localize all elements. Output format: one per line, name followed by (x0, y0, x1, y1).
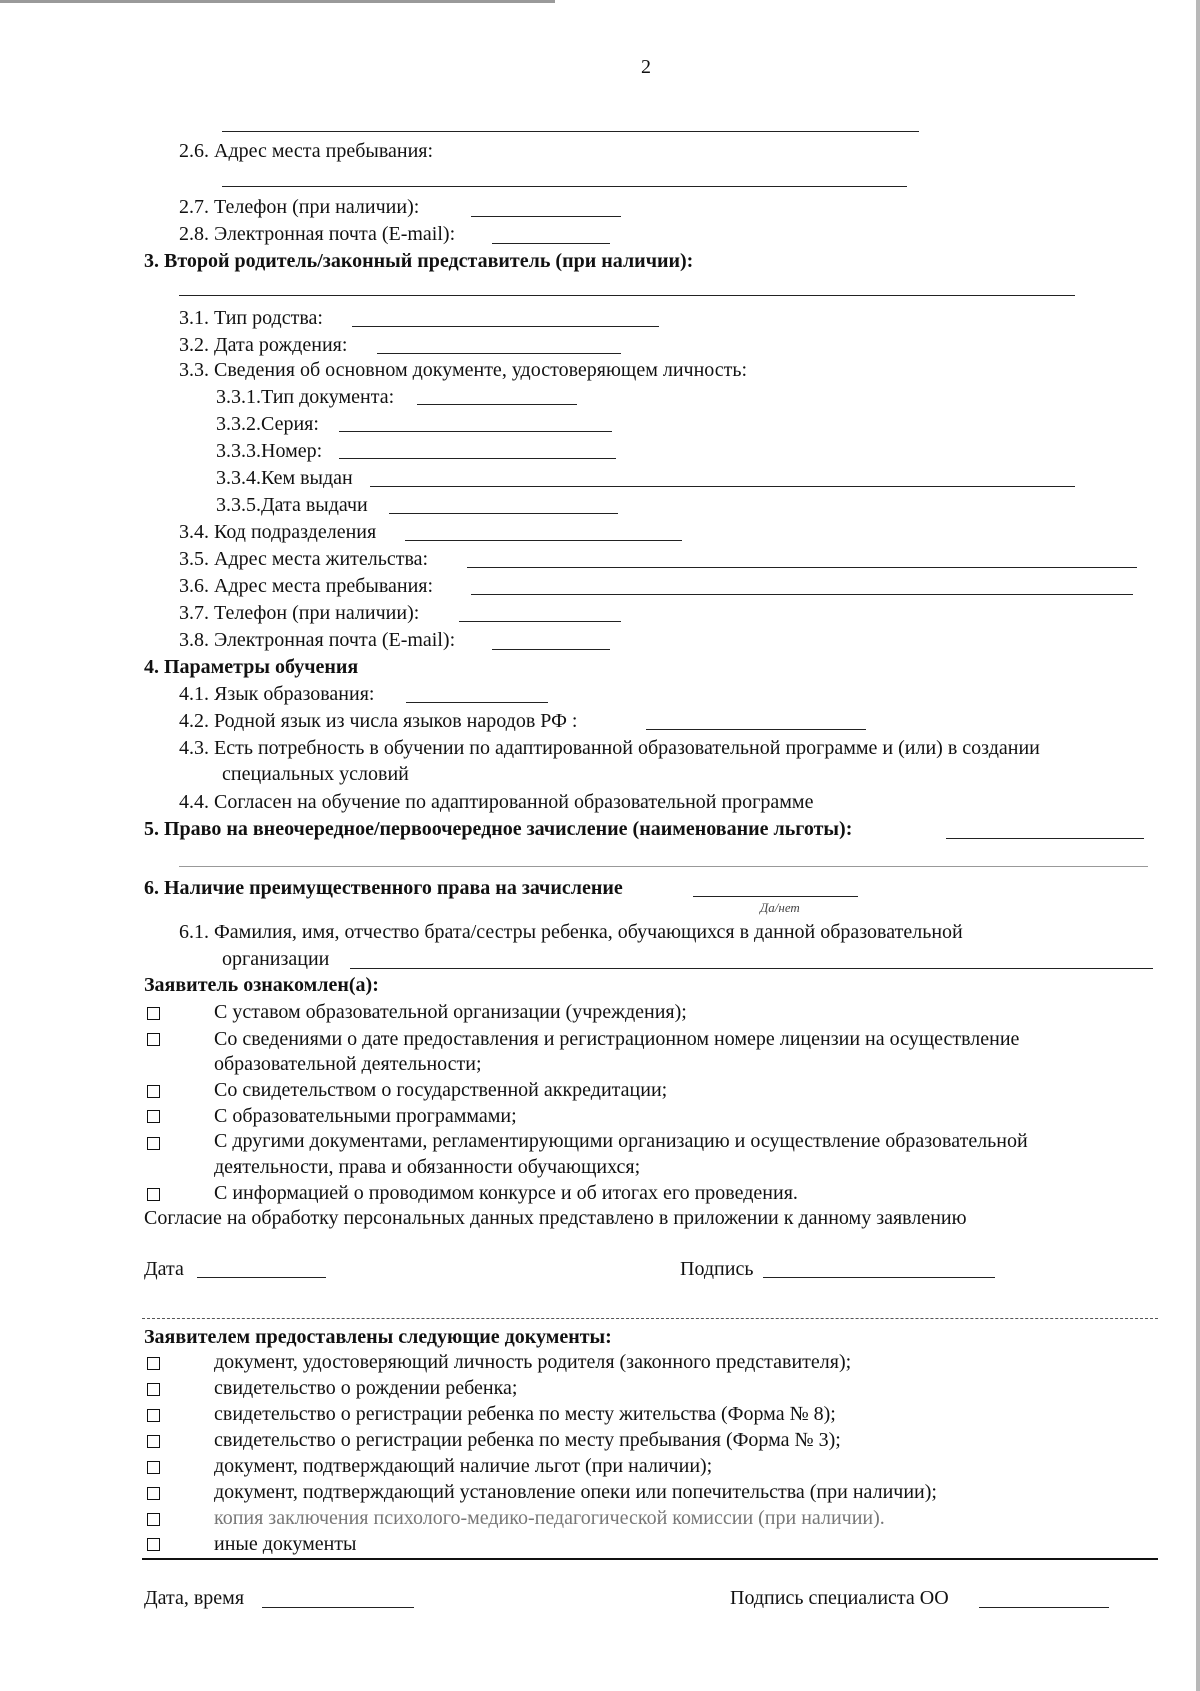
doc-issuer-field[interactable] (370, 486, 1075, 487)
item-4-3-label: 4.3. Есть потребность в обучении по адаптированной образовательной программе и (или) в создании (179, 737, 1040, 759)
acq-item-3: Со свидетельством о государственной аккредитации; (214, 1079, 668, 1101)
item-3-4-label: 3.4. Код подразделения (179, 521, 377, 543)
signature-field[interactable] (763, 1277, 995, 1278)
checkbox-doc-5[interactable] (147, 1461, 160, 1474)
datetime-field[interactable] (262, 1607, 414, 1608)
specialist-signature-field[interactable] (979, 1607, 1109, 1608)
item-3-8-label: 3.8. Электронная почта (E-mail): (179, 629, 456, 651)
native-language-field[interactable] (646, 729, 866, 730)
item-6-1-label: 6.1. Фамилия, имя, отчество брата/сестры ребенка, обучающихся в данной образовательной (179, 921, 963, 943)
residence-address-field[interactable] (467, 567, 1137, 568)
item-3-3-1-label: 3.3.1.Тип документа: (216, 386, 395, 408)
signature-label: Подпись (680, 1258, 754, 1280)
item-4-3-label-cont: специальных условий (222, 763, 409, 785)
acq-item-2: Со сведениями о дате предоставления и регистрационном номере лицензии на осуществление (214, 1028, 1020, 1050)
item-3-3-3-label: 3.3.3.Номер: (216, 440, 323, 462)
documents-title: Заявителем предоставлены следующие документы: (144, 1326, 612, 1348)
item-2-7-label: 2.7. Телефон (при наличии): (179, 196, 420, 218)
section-5-title: 5. Право на внеочередное/первоочередное зачисление (наименование льготы): (144, 818, 853, 840)
phone-field-2[interactable] (459, 621, 621, 622)
acq-item-5: С другими документами, регламентирующими организацию и осуществление образовательной (214, 1130, 1028, 1152)
item-3-2-label: 3.2. Дата рождения: (179, 334, 348, 356)
doc-item-7: копия заключения психолого-медико-педагогической комиссии (при наличии). (214, 1507, 885, 1529)
acq-item-1: С уставом образовательной организации (учреждения); (214, 1001, 687, 1023)
fill-line (222, 186, 907, 187)
doc-item-2: свидетельство о рождении ребенка; (214, 1377, 518, 1399)
consent-text: Согласие на обработку персональных данных представлено в приложении к данному заявлению (144, 1207, 967, 1229)
item-3-7-label: 3.7. Телефон (при наличии): (179, 602, 420, 624)
item-3-3-5-label: 3.3.5.Дата выдачи (216, 494, 368, 516)
checkbox-doc-1[interactable] (147, 1357, 160, 1370)
item-3-3-4-label: 3.3.4.Кем выдан (216, 467, 353, 489)
item-3-5-label: 3.5. Адрес места жительства: (179, 548, 429, 570)
checkbox-doc-8[interactable] (147, 1538, 160, 1551)
page-number: 2 (641, 56, 651, 78)
yes-no-hint: Да/нет (760, 900, 800, 915)
checkbox-doc-3[interactable] (147, 1409, 160, 1422)
education-language-field[interactable] (406, 702, 548, 703)
checkbox-doc-2[interactable] (147, 1383, 160, 1396)
date-field[interactable] (197, 1277, 326, 1278)
email-field[interactable] (492, 243, 610, 244)
scan-top-edge (0, 0, 555, 3)
checkbox-programs[interactable] (147, 1110, 160, 1123)
section-4-title: 4. Параметры обучения (144, 656, 359, 678)
scan-right-edge (1196, 0, 1200, 1691)
stay-address-field[interactable] (471, 594, 1133, 595)
sibling-name-field[interactable] (350, 968, 1153, 969)
item-4-2-label: 4.2. Родной язык из числа языков народов РФ : (179, 710, 578, 732)
doc-number-field[interactable] (339, 458, 616, 459)
separator-thick (142, 1558, 1158, 1560)
section-3-title: 3. Второй родитель/законный представитель (при наличии): (144, 250, 694, 272)
date-label: Дата (144, 1258, 184, 1280)
checkbox-accreditation[interactable] (147, 1085, 160, 1098)
acq-item-4: С образовательными программами; (214, 1105, 517, 1127)
checkbox-doc-4[interactable] (147, 1435, 160, 1448)
acq-item-6: С информацией о проводимом конкурсе и об итогах его проведения. (214, 1182, 798, 1204)
item-6-1-label-cont: организации (222, 948, 330, 970)
doc-type-field[interactable] (417, 404, 577, 405)
item-3-1-label: 3.1. Тип родства: (179, 307, 323, 329)
checkbox-charter[interactable] (147, 1007, 160, 1020)
doc-date-field[interactable] (389, 513, 618, 514)
doc-item-3: свидетельство о регистрации ребенка по месту жительства (Форма № 8); (214, 1403, 836, 1425)
item-2-8-label: 2.8. Электронная почта (E-mail): (179, 223, 456, 245)
phone-field[interactable] (471, 216, 621, 217)
checkbox-contest[interactable] (147, 1188, 160, 1201)
acq-item-2-cont: образовательной деятельности; (214, 1053, 482, 1075)
checkbox-other-docs[interactable] (147, 1137, 160, 1150)
item-4-4-label: 4.4. Согласен на обучение по адаптированной образовательной программе (179, 791, 814, 813)
relation-field[interactable] (352, 326, 659, 327)
datetime-label: Дата, время (144, 1587, 245, 1609)
doc-item-8: иные документы (214, 1533, 357, 1555)
doc-series-field[interactable] (339, 431, 612, 432)
checkbox-doc-7[interactable] (147, 1513, 160, 1526)
doc-item-4: свидетельство о регистрации ребенка по месту пребывания (Форма № 3); (214, 1429, 841, 1451)
fill-line (179, 295, 1075, 296)
item-3-6-label: 3.6. Адрес места пребывания: (179, 575, 434, 597)
fill-line (179, 866, 1148, 867)
checkbox-license[interactable] (147, 1033, 160, 1046)
doc-item-1: документ, удостоверяющий личность родителя (законного представителя); (214, 1351, 852, 1373)
checkbox-doc-6[interactable] (147, 1487, 160, 1500)
doc-item-6: документ, подтверждающий установление опеки или попечительства (при наличии); (214, 1481, 937, 1503)
division-code-field[interactable] (405, 540, 682, 541)
fill-line (222, 131, 919, 132)
email-field-2[interactable] (492, 649, 610, 650)
section-6-title: 6. Наличие преимущественного права на зачисление (144, 877, 623, 899)
separator-dashed (142, 1318, 1158, 1319)
priority-right-field[interactable] (693, 896, 858, 897)
item-3-3-2-label: 3.3.2.Серия: (216, 413, 319, 435)
acquainted-title: Заявитель ознакомлен(а): (144, 974, 379, 996)
item-2-6-label: 2.6. Адрес места пребывания: (179, 140, 434, 162)
item-3-3-label: 3.3. Сведения об основном документе, удостоверяющем личность: (179, 359, 748, 381)
doc-item-5: документ, подтверждающий наличие льгот (при наличии); (214, 1455, 713, 1477)
benefit-field[interactable] (946, 838, 1144, 839)
acq-item-5-cont: деятельности, права и обязанности обучающихся; (214, 1156, 641, 1178)
item-4-1-label: 4.1. Язык образования: (179, 683, 375, 705)
specialist-signature-label: Подпись специалиста ОО (730, 1587, 949, 1609)
birthdate-field[interactable] (377, 353, 621, 354)
